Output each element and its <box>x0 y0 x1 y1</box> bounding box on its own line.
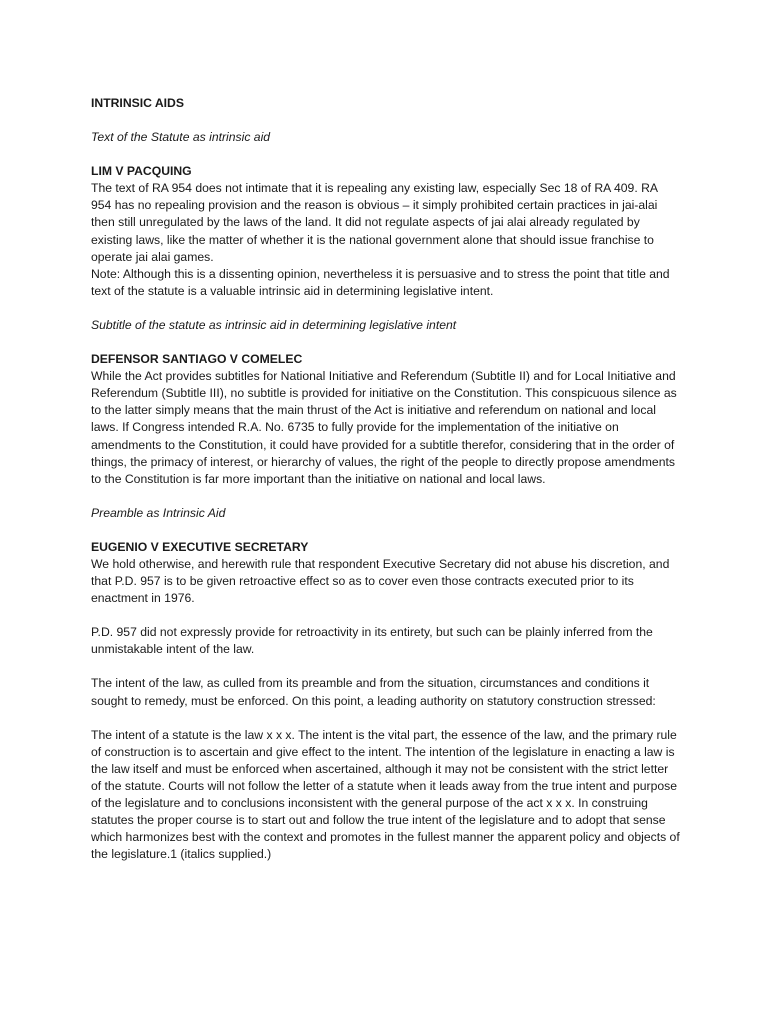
case-paragraph: P.D. 957 did not expressly provide for retroactivity in its entirety, but such can be plainly inferred from the unmistakable intent of the law. <box>91 625 653 657</box>
section-subheading-text-of-statute: Text of the Statute as intrinsic aid <box>91 130 271 145</box>
section-subheading-subtitle: Subtitle of the statute as intrinsic aid in determining legislative intent <box>91 317 457 332</box>
spacer <box>91 522 681 539</box>
document-page <box>91 95 681 863</box>
section-subheading-preamble: Preamble as Intrinsic Aid <box>91 505 226 520</box>
spacer <box>91 300 681 317</box>
case-title-defensor-santiago: DEFENSOR SANTIAGO V COMELEC <box>91 352 303 367</box>
case-title-eugenio: EUGENIO V EXECUTIVE SECRETARY <box>91 539 309 554</box>
spacer <box>91 334 681 351</box>
case-title-lim-v-pacquing: LIM V PACQUING <box>91 164 192 179</box>
spacer <box>91 112 681 129</box>
case-note: Note: Although this is a dissenting opinion, nevertheless it is persuasive and to stress the point that title and text of the statute is a valuable intrinsic aid in determining legislative intent. <box>91 266 670 298</box>
spacer <box>91 607 681 624</box>
case-paragraph: We hold otherwise, and herewith rule that respondent Executive Secretary did not abuse his discretion, and that P.D. 957 is to be given retroactive effect so as to cover even those contracts executed prior to its enactment in 1976. <box>91 556 670 606</box>
quoted-paragraph: The intent of a statute is the law x x x. The intent is the vital part, the essence of the law, and the primary rule of construction is to ascertain and give effect to the intent. The intention of the legislature in enacting a law is the law itself and must be enforced when ascertained, although it may not be consistent with the strict letter of the statute. Courts will not follow the letter of a statute when it leads away from the true intent and purpose of the legislature and to conclusions inconsistent with the general purpose of the act x x x. In construing statutes the proper course is to start out and follow the true intent of the legislature and to adopt that sense which harmonizes best with the context and promotes in the fullest manner the apparent policy and objects of the legislature.1 (italics supplied.) <box>91 727 680 862</box>
main-heading: INTRINSIC AIDS <box>91 96 184 110</box>
case-paragraph: While the Act provides subtitles for National Initiative and Referendum (Subtitle II) and for Local Initiative and Referendum (Subtitle III), no subtitle is provided for initiative on the Constitution. This conspicuous silence as to the latter simply means that the main thrust of the Act is initiative and referendum on national and local laws. If Congress intended R.A. No. 6735 to fully provide for the implementation of the initiative on amendments to the Constitution, it could have provided for a subtitle therefor, considering that in the order of things, the primacy of interest, or hierarchy of values, the right of the people to directly propose amendments to the Constitution is far more important than the initiative on national and local laws. <box>91 369 677 486</box>
spacer <box>91 658 681 675</box>
spacer <box>91 710 681 727</box>
case-paragraph: The intent of the law, as culled from its preamble and from the situation, circumstances and conditions it sought to remedy, must be enforced. On this point, a leading authority on statutory construction stressed: <box>91 676 656 708</box>
spacer <box>91 488 681 505</box>
case-paragraph: The text of RA 954 does not intimate that it is repealing any existing law, especially Sec 18 of RA 409. RA 954 has no repealing provision and the reason is obvious – it simply prohibited certain practices in jai-alai then still unregulated by the laws of the land. It did not regulate aspects of jai alai already regulated by existing laws, like the matter of whether it is the national government alone that should issue franchise to operate jai alai games. <box>91 181 658 264</box>
spacer <box>91 146 681 163</box>
